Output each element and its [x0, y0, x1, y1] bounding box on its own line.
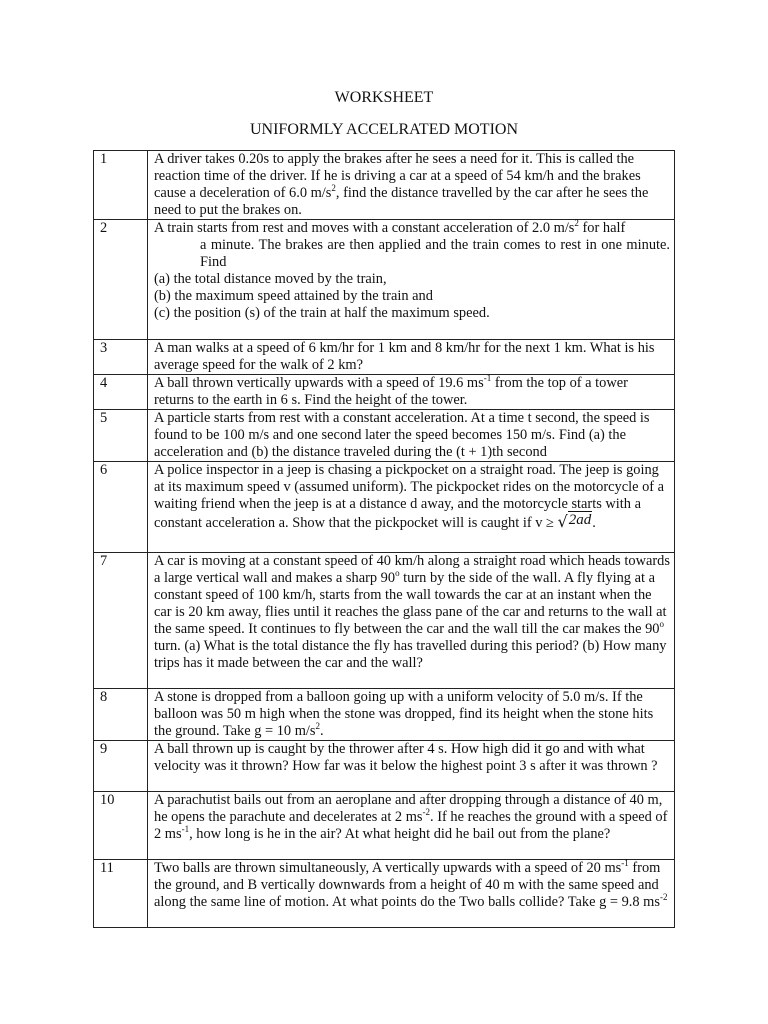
question-text	[148, 462, 675, 553]
text-part: . If he reaches the ground with a speed of 2 ms	[154, 809, 668, 842]
text-part: , find the distance travelled by the car after he sees the need to put the brakes on.	[154, 185, 649, 218]
question-number: 4	[94, 375, 148, 410]
square-root-radicand: 2ad	[568, 512, 592, 528]
text-part: turn by the side of the wall. A fly flying at a constant speed of 100 km/h, starts from the wall towards the car at an instant when the car is 20 km away, flies until it reaches the glass pane of the car and returns to the wall at the same speed. It continues to fly between the car and the wall till the car makes the 90	[154, 570, 667, 637]
question-row	[94, 462, 675, 553]
question-row	[94, 340, 675, 375]
worksheet-subtitle: UNIFORMLY ACCELRATED MOTION	[249, 121, 519, 138]
question-row	[94, 151, 675, 220]
superscript: -2	[659, 892, 668, 902]
question-row	[94, 553, 675, 689]
question-number: 11	[94, 860, 148, 928]
question-text: A man walks at a speed of 6 km/hr for 1 km and 8 km/hr for the next 1 km. What is his average speed for the walk of 2 km?	[148, 340, 675, 375]
question-lead	[154, 220, 670, 237]
question-text	[148, 860, 675, 928]
superscript: 2	[315, 721, 321, 731]
text-part: A parachutist bails out from an aeroplane and after dropping through a distance of 40 m, he opens the parachute and decelerates at 2 ms	[154, 792, 663, 825]
question-text	[148, 375, 675, 410]
question-text	[148, 689, 675, 741]
text-part: Two balls are thrown simultaneously, A vertically upwards with a speed of 20 ms	[154, 860, 622, 876]
text-part: A driver takes 0.20s to apply the brakes after he sees a need for it. This is called the reaction time of the driver. If he is driving a car at a speed of 54 km/h and the brakes cause a deceleration of 6.0 m/s	[154, 151, 641, 201]
question-text: A particle starts from rest with a constant acceleration. At a time t second, the speed is found to be 100 m/s and one second later the speed becomes 150 m/s. Find (a) the acceleration and (b) the distance traveled during the (t + 1)th second	[148, 410, 675, 462]
question-number: 7	[94, 553, 148, 689]
question-number: 8	[94, 689, 148, 741]
text-part: A police inspector in a jeep is chasing a pickpocket on a straight road. The jeep is going at its maximum speed v (assumed uniform). The pickpocket rides on the motorcycle of a waiting friend when the jeep is at a distance d away, and the motorcycle starts with a constant acceleration a. Show that the pickpocket will is caught if v ≥	[154, 462, 665, 531]
text-part: A car is moving at a constant speed of 40 km/h along a straight road which heads towards a large vertical wall and makes a sharp 90	[154, 553, 670, 586]
superscript: 2	[574, 218, 579, 228]
question-row	[94, 792, 675, 860]
question-row	[94, 689, 675, 741]
worksheet-title: WORKSHEET	[334, 89, 434, 106]
text-part: from the ground, and B vertically downwards from a height of 40 m with the same speed and along the same line of motion. At what points do the Two balls collide? Take g = 9.8 ms	[154, 860, 661, 910]
question-text	[148, 553, 675, 689]
text-part: A ball thrown vertically upwards with a speed of 19.6 ms	[154, 375, 484, 391]
question-number: 10	[94, 792, 148, 860]
sub-question-c: (c) the position (s) of the train at half the maximum speed.	[154, 305, 490, 321]
question-text	[148, 792, 675, 860]
superscript: 2	[331, 183, 336, 193]
superscript: -1	[483, 373, 492, 383]
question-text	[148, 151, 675, 220]
question-row	[94, 220, 675, 340]
question-number: 9	[94, 741, 148, 792]
question-text	[148, 220, 675, 340]
questions-table	[93, 150, 675, 928]
superscript: o	[395, 568, 400, 578]
question-number: 3	[94, 340, 148, 375]
text-part: from the top of a tower returns to the earth in 6 s. Find the height of the tower.	[154, 375, 628, 408]
text-part: A stone is dropped from a balloon going up with a uniform velocity of 5.0 m/s. If the balloon was 50 m high when the stone was dropped, find its height when the stone hits the ground. Take g = 10 m/s	[154, 689, 654, 739]
text-part: , how long is he in the air? At what height did he bail out from the plane?	[189, 826, 611, 842]
question-number: 1	[94, 151, 148, 220]
superscript: -2	[422, 807, 431, 817]
text-part: A train starts from rest and moves with a constant acceleration of 2.0 m/s	[154, 220, 575, 236]
text-part: for half	[578, 220, 626, 236]
text-part: .	[592, 515, 596, 531]
question-row	[94, 860, 675, 928]
text-part: .	[320, 723, 324, 739]
question-number: 6	[94, 462, 148, 553]
superscript: -1	[181, 824, 190, 834]
sub-question-a: (a) the total distance moved by the train,	[154, 271, 387, 287]
square-root-sign: √	[557, 512, 568, 531]
text-part: turn. (a) What is the total distance the fly has travelled during this period? (b) How many trips has it made between the car and the wall?	[154, 638, 667, 671]
question-row	[94, 741, 675, 792]
superscript: -1	[621, 858, 629, 868]
question-row	[94, 375, 675, 410]
question-number: 5	[94, 410, 148, 462]
question-row	[94, 410, 675, 462]
question-indented-text: a minute. The brakes are then applied and the train comes to rest in one minute. Find	[200, 237, 670, 270]
sub-question-b: (b) the maximum speed attained by the train and	[154, 288, 433, 304]
question-text: A ball thrown up is caught by the thrower after 4 s. How high did it go and with what velocity was it thrown? How far was it below the highest point 3 s after it was thrown ?	[148, 741, 675, 792]
superscript: o	[659, 619, 664, 629]
question-number: 2	[94, 220, 148, 340]
